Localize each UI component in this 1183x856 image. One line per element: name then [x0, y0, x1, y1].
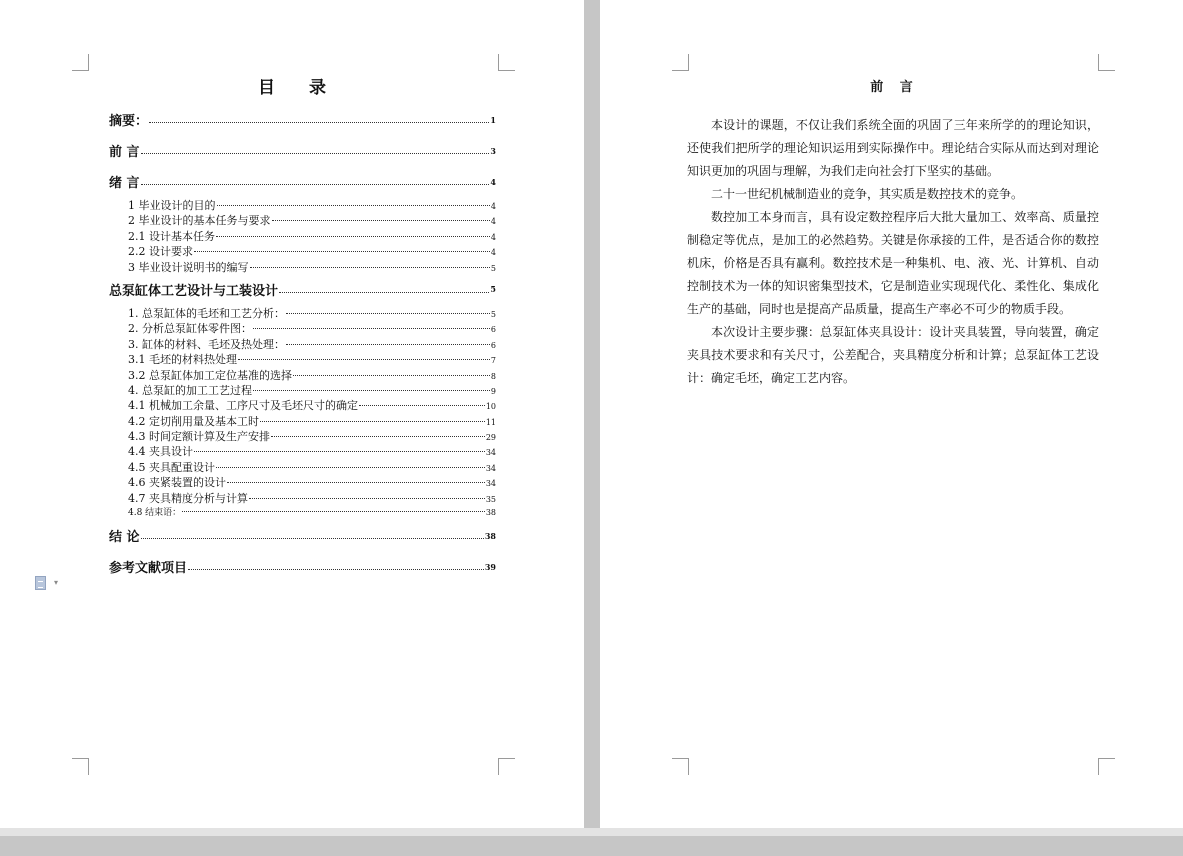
toc-page-number: 4 [490, 217, 496, 227]
toc-leader-dots [217, 205, 490, 206]
toc-entry-text: 4.4 夹具设计 [128, 445, 193, 459]
toc-entry-text: 2. 分析总泵缸体零件图： [128, 322, 252, 336]
toc-leader-dots [286, 344, 490, 345]
toc-page-number: 4 [490, 248, 496, 258]
table-of-contents [109, 104, 496, 582]
toc-entry[interactable] [109, 197, 496, 212]
toc-entry-text: 4.6 夹紧装置的设计 [128, 476, 226, 490]
toc-entry[interactable] [109, 166, 496, 197]
toc-leader-dots [141, 184, 490, 185]
toc-page-number: 8 [490, 371, 496, 381]
toc-entry-text: 4. 总泵缸的加工工艺过程 [128, 383, 252, 397]
preface-paragraph: 二十一世纪机械制造业的竞争，其实质是数控技术的竞争。 [711, 187, 1024, 201]
toc-page-number: 7 [490, 356, 496, 366]
page-gap [0, 836, 1183, 856]
toc-page-number: 4 [490, 232, 496, 242]
toc-page-number: 6 [490, 340, 496, 350]
preface-title: 前 言 [870, 80, 919, 95]
toc-entry[interactable] [109, 104, 496, 135]
toc-page-number: 5 [490, 309, 496, 319]
toc-page-number: 29 [485, 433, 496, 443]
toc-page-number: 4 [490, 176, 496, 187]
margin-mark-top-right [498, 54, 515, 71]
toc-page-number: 6 [490, 325, 496, 335]
toc-entry[interactable] [109, 505, 496, 520]
margin-mark-top-left [672, 54, 689, 71]
toc-entry-text: 3.1 毛坯的材料热处理 [128, 353, 237, 367]
toc-leader-dots [227, 482, 485, 483]
toc-page-number: 1 [490, 114, 496, 125]
toc-entry-text: 4.3 时间定额计算及生产安排 [128, 430, 270, 444]
toc-entry[interactable] [109, 135, 496, 166]
toc-entry[interactable] [109, 474, 496, 489]
toc-page-number: 3 [490, 145, 496, 156]
toc-leader-dots [141, 538, 484, 539]
toc-entry-text: 4.7 夹具精度分析与计算 [128, 491, 248, 505]
toc-entry-text: 3 毕业设计说明书的编写 [128, 260, 249, 274]
toc-entry-text: 总泵缸体工艺设计与工装设计 [109, 283, 279, 299]
toc-leader-dots [250, 267, 490, 268]
toc-entry-text: 结 论 [109, 530, 140, 546]
margin-mark-top-right [1098, 54, 1115, 71]
preface-body [687, 114, 1099, 390]
toc-entry-text: 2.2 设计要求 [128, 245, 193, 259]
toc-leader-dots [272, 220, 490, 221]
toc-entry[interactable] [109, 490, 496, 505]
toc-leader-dots [141, 153, 490, 154]
toc-page-number: 4 [490, 202, 496, 211]
toc-leader-dots [293, 375, 490, 376]
toc-leader-dots [216, 236, 490, 237]
toc-entry[interactable] [109, 382, 496, 397]
toc-entry-text: 4.1 机械加工余量、工序尺寸及毛坯尺寸的确定 [128, 399, 358, 413]
toc-leader-dots [271, 436, 485, 437]
toc-entry[interactable] [109, 551, 496, 582]
chevron-down-icon[interactable]: ▾ [54, 578, 59, 587]
margin-mark-bottom-left [672, 758, 689, 775]
toc-entry-text: 4.8 结束语： [128, 508, 182, 519]
document-icon[interactable] [35, 576, 46, 590]
toc-entry[interactable] [109, 367, 496, 382]
preface-page [600, 0, 1183, 828]
toc-entry[interactable] [109, 443, 496, 458]
toc-entry-text: 4.2 定切削用量及基本工时 [128, 414, 259, 428]
toc-entry-text: 摘要： [109, 114, 149, 129]
toc-entry[interactable] [109, 397, 496, 412]
toc-entry[interactable] [109, 428, 496, 443]
toc-leader-dots [260, 421, 485, 422]
toc-entry-text: 1 毕业设计的目的 [128, 199, 216, 212]
toc-leader-dots [182, 511, 485, 512]
toc-page-number: 10 [485, 402, 496, 412]
toc-page-number: 5 [490, 284, 496, 295]
toc-entry-text: 参考文献项目 [109, 561, 188, 577]
toc-entry[interactable] [109, 228, 496, 243]
margin-mark-top-left [72, 54, 89, 71]
toc-leader-dots [194, 251, 490, 252]
toc-leader-dots [253, 390, 490, 391]
toc-page-number: 11 [485, 417, 496, 427]
toc-page-number: 38 [485, 508, 496, 518]
page-gap [0, 828, 1183, 836]
margin-mark-bottom-left [72, 758, 89, 775]
toc-leader-dots [238, 359, 490, 360]
toc-page-number: 34 [485, 479, 496, 489]
toc-entry-text: 4.5 夹具配重设计 [128, 460, 215, 474]
toc-entry[interactable] [109, 243, 496, 258]
toc-entry[interactable] [109, 320, 496, 335]
toc-entry-text: 绪 言 [109, 176, 140, 191]
preface-paragraph: 本次设计主要步骤：总泵缸体夹具设计：设计夹具装置，导向装置，确定夹具技术要求和有关尺寸，公差配合，夹具精度分析和计算；总泵缸体工艺设计：确定毛坯，确定工艺内容。 [687, 325, 1099, 385]
toc-entry[interactable] [109, 336, 496, 351]
preface-paragraph: 本设计的课题，不仅让我们系统全面的巩固了三年来所学的的理论知识，还使我们把所学的理论知识运用到实际操作中。理论结合实际从而达到对理论知识更加的巩固与理解，为我们走向社会打下坚实的基础。 [687, 118, 1099, 178]
toc-page-number: 38 [484, 530, 496, 541]
toc-entry-text: 3. 缸体的材料、毛坯及热处理： [128, 337, 285, 351]
toc-leader-dots [249, 498, 485, 499]
toc-entry[interactable] [109, 274, 496, 305]
toc-page-number: 39 [484, 561, 496, 572]
toc-page-number: 9 [490, 386, 496, 396]
toc-entry-text: 2.1 设计基本任务 [128, 229, 215, 243]
toc-entry[interactable] [109, 520, 496, 551]
margin-mark-bottom-right [498, 758, 515, 775]
toc-leader-dots [253, 328, 490, 329]
toc-page-number: 5 [490, 263, 496, 273]
toc-leader-dots [359, 405, 485, 406]
toc-entry[interactable] [109, 459, 496, 474]
toc-entry[interactable] [109, 351, 496, 366]
toc-page-number: 35 [485, 494, 496, 504]
toc-leader-dots [149, 122, 489, 123]
toc-leader-dots [286, 313, 490, 314]
toc-leader-dots [216, 467, 485, 468]
toc-leader-dots [194, 451, 485, 452]
toc-entry[interactable] [109, 259, 496, 274]
toc-title: 目 录 [258, 78, 340, 98]
toc-page-number: 34 [485, 448, 496, 458]
toc-entry-text: 2 毕业设计的基本任务与要求 [128, 214, 271, 228]
toc-page [0, 0, 584, 828]
margin-mark-bottom-right [1098, 758, 1115, 775]
toc-page-number: 34 [485, 463, 496, 473]
toc-entry[interactable] [109, 305, 496, 320]
toc-entry[interactable] [109, 413, 496, 428]
toc-leader-dots [188, 569, 484, 570]
toc-leader-dots [279, 292, 489, 293]
toc-entry-text: 3.2 总泵缸体加工定位基准的选择 [128, 368, 292, 382]
toc-entry[interactable] [109, 212, 496, 227]
toc-entry-text: 1. 总泵缸体的毛坯和工艺分析： [128, 306, 285, 320]
toc-entry-text: 前 言 [109, 145, 140, 160]
preface-paragraph: 数控加工本身而言，具有设定数控程序后大批大量加工、效率高、质量控制稳定等优点，是加工的必然趋势。关键是你承接的工件，是否适合你的数控机床，价格是否具有赢利。数控技术是一种集机、电、液、光、计算机、自动控制技术为一体的知识密集型技术，它是制造业实现现代化、柔性化、集成化生产的基础，同时也是提高产品质量，提高生产率必不可少的物质手段。 [687, 210, 1099, 316]
